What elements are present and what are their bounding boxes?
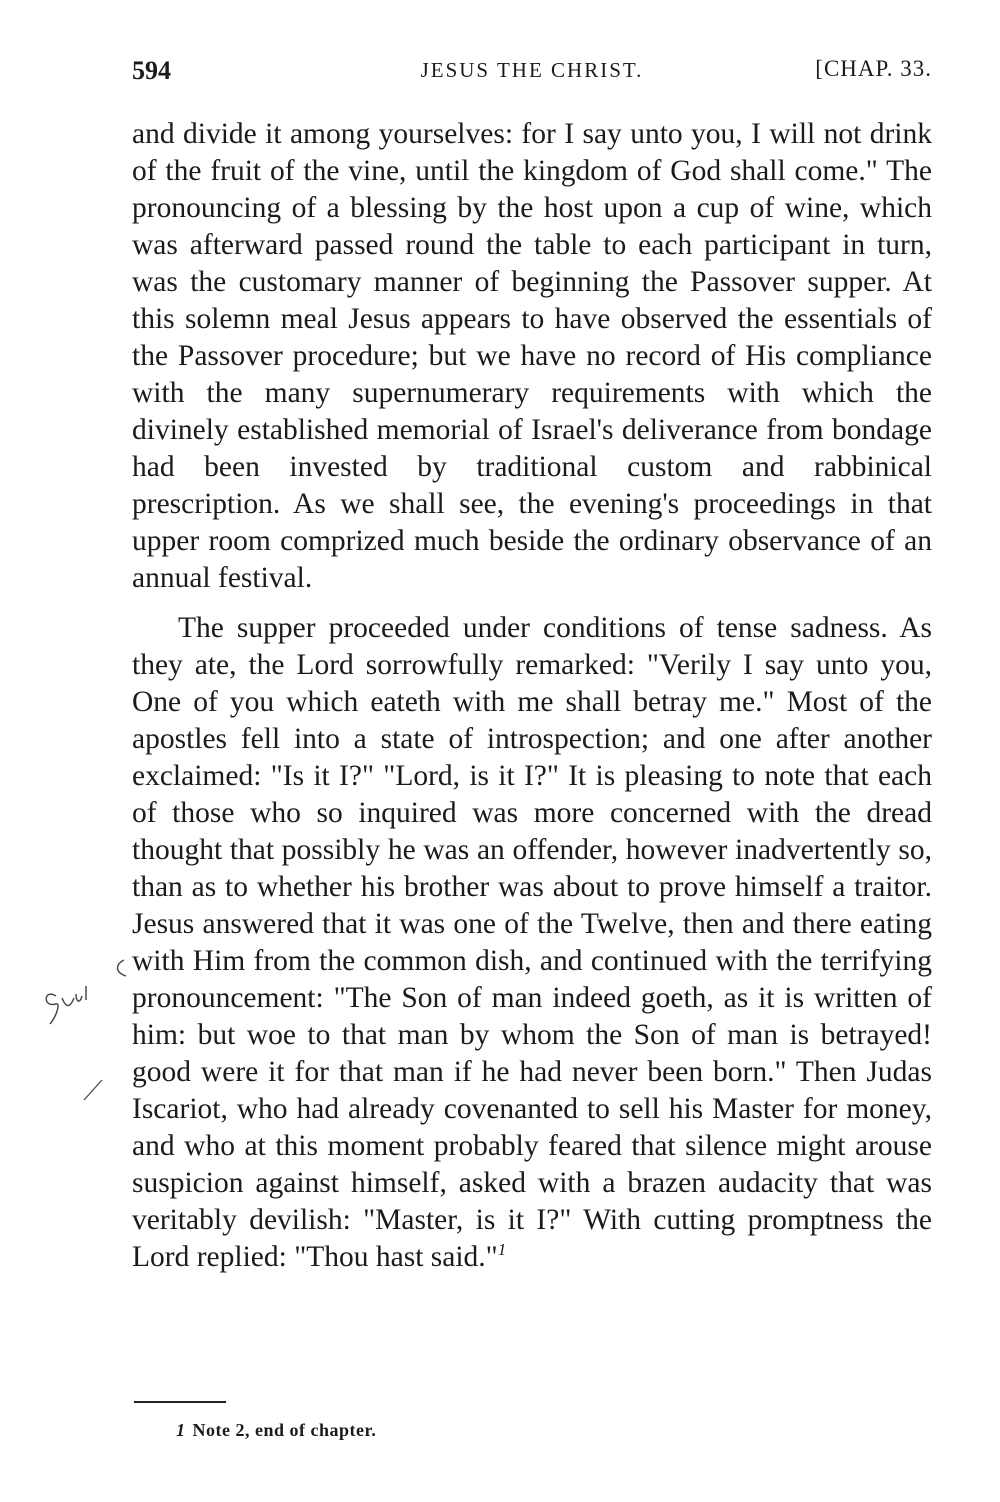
footnote-marker: 1: [176, 1420, 186, 1440]
footnote: [176, 1420, 376, 1441]
paragraph-2: [132, 610, 932, 1276]
running-title: JESUS THE CHRIST.: [420, 58, 644, 82]
footnote-divider: [134, 1401, 226, 1403]
paragraph-2-text: The supper proceeded under conditions of tense sadness. As they ate, the Lord sorrowfully remarked: "Verily I say unto you, One of you which eateth with me shall betray me." Most of the apostles fell into a state of introspection; and one after another exclaimed: "Is it I?" "Lord, is it I?" It is pleasing to note that each of those who so inquired was more concerned with the dread thought that possibly he was an offender, however inadvertently so, than as to whether his brother was about to prove himself a traitor. Jesus answered that it was one of the Twelve, then and there eating with Him from the common dish, and continued with the terrifying pronouncement: "The Son of man indeed goeth, as it is written of him: but woe to that man by whom the Son of man is betrayed! good were it for that man if he had never been born." Then Judas Iscariot, who had already covenanted to sell his Master for money, and who at this moment probably feared that silence might arouse suspicion against himself, asked with a brazen audacity that was veritably devilish: "Master, is it I?" With cutting promptness the Lord replied: "Thou hast said.": [132, 612, 932, 1273]
footnote-reference[interactable]: 1: [497, 1240, 507, 1260]
page-header: [132, 56, 932, 92]
footnote-text: Note 2, end of chapter.: [192, 1420, 377, 1440]
chapter-reference: [CHAP. 33.: [815, 56, 932, 81]
body-text: [132, 116, 932, 1276]
margin-bracket-stroke: [118, 960, 127, 976]
page-number: 594: [132, 56, 171, 85]
handwritten-margin-note-icon: [36, 958, 136, 1118]
paragraph-1: [132, 116, 932, 597]
margin-scribble-stroke: [46, 986, 86, 1024]
paragraph-1-text: and divide it among yourselves: for I say unto you, I will not drink of the fruit of the vine, until the kingdom of God shall come." The pronouncing of a blessing by the host upon a cup of wine, which was afterward passed round the table to each participant in turn, was the customary manner of beginning the Passover supper. At this solemn meal Jesus appears to have observed the essentials of the Passover procedure; but we have no record of His compliance with the many supernumerary requirements with which the divinely established memorial of Israel's deliverance from bondage had been invested by traditional custom and rabbinical prescription. As we shall see, the evening's proceedings in that upper room comprized much beside the ordinary observance of an annual festival.: [132, 118, 932, 594]
margin-slash-stroke: [84, 1080, 102, 1100]
